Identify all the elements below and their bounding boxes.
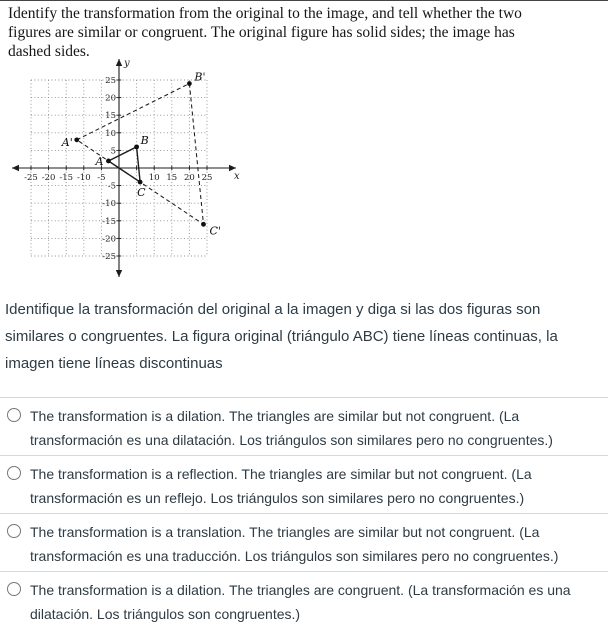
svg-text:25: 25: [201, 173, 213, 183]
svg-text:C': C': [209, 224, 221, 238]
question-prompt: [0, 0, 608, 61]
svg-text:B': B': [194, 70, 206, 84]
svg-text:-15: -15: [59, 173, 74, 183]
answer-option-translation-similar[interactable]: [0, 513, 608, 571]
svg-text:10: 10: [105, 128, 116, 139]
svg-text:-5: -5: [97, 173, 106, 183]
svg-text:25: 25: [105, 76, 116, 86]
option-label[interactable]: [30, 462, 532, 510]
svg-text:-25: -25: [102, 252, 116, 262]
option-label-line: dilatación. Los triángulos son congruentes.): [30, 606, 301, 622]
option-label-line: The transformation is a dilation. The triangles are congruent. (La transformación es una: [30, 582, 571, 598]
svg-text:15: 15: [166, 173, 178, 183]
svg-text:A': A': [61, 135, 73, 149]
svg-text:20: 20: [183, 173, 195, 183]
option-label-line: The transformation is a reflection. The triangles are similar but not congruent. (La: [30, 466, 532, 482]
answer-option-dilation-similar[interactable]: [0, 397, 608, 455]
question-prompt-line: dashed sides.: [8, 43, 90, 60]
translation-text: [0, 296, 608, 377]
svg-text:-10: -10: [76, 173, 91, 183]
radio-button[interactable]: [7, 582, 21, 596]
radio-button[interactable]: [7, 524, 21, 538]
radio-button[interactable]: [7, 408, 21, 422]
translation-line: imagen tiene líneas discontinuas: [5, 355, 223, 372]
svg-text:x: x: [234, 171, 240, 182]
option-label[interactable]: [30, 578, 571, 626]
svg-text:-10: -10: [102, 199, 116, 210]
svg-text:10: 10: [148, 173, 160, 183]
option-label[interactable]: [30, 404, 553, 452]
option-label-line: transformación es un reflejo. Los triángulos son similares pero no congruentes.): [30, 490, 525, 506]
question-prompt-line: figures are similar or congruent. The original figure has solid sides; the image has: [8, 24, 515, 41]
answer-option-reflection-similar[interactable]: [0, 455, 608, 513]
svg-text:-15: -15: [102, 216, 116, 227]
graph-container: [0, 56, 608, 286]
answer-options: [0, 397, 608, 629]
svg-text:A: A: [95, 154, 104, 168]
svg-text:-25: -25: [24, 173, 38, 183]
option-label-line: The transformation is a translation. The triangles are similar but not congruent. (La: [30, 524, 540, 540]
radio-button[interactable]: [7, 466, 21, 480]
option-label-line: The transformation is a dilation. The triangles are similar but not congruent. (La: [30, 408, 520, 424]
svg-text:B: B: [140, 133, 149, 147]
option-label[interactable]: [30, 520, 558, 568]
svg-text:-20: -20: [102, 234, 116, 245]
transformation-graph: [8, 56, 240, 286]
svg-text:y: y: [124, 58, 130, 69]
option-label-line: transformación es una dilatación. Los triángulos son similares pero no congruentes.): [30, 432, 553, 448]
svg-text:15: 15: [105, 111, 116, 122]
svg-text:-5: -5: [107, 181, 116, 192]
question-prompt-line: Identify the transformation from the original to the image, and tell whether the two: [8, 5, 522, 22]
translation-line: similares o congruentes. La figura original (triángulo ABC) tiene líneas continuas, la: [5, 328, 558, 345]
svg-text:5: 5: [110, 146, 116, 157]
translation-line: Identifique la transformación del original a la imagen y diga si las dos figuras son: [5, 301, 541, 318]
answer-option-dilation-congruent[interactable]: [0, 571, 608, 629]
svg-text:C: C: [137, 186, 146, 200]
svg-text:20: 20: [105, 93, 116, 104]
option-label-line: transformación es una traducción. Los triángulos son similares pero no congruentes.): [30, 548, 559, 564]
svg-text:-20: -20: [41, 173, 56, 183]
